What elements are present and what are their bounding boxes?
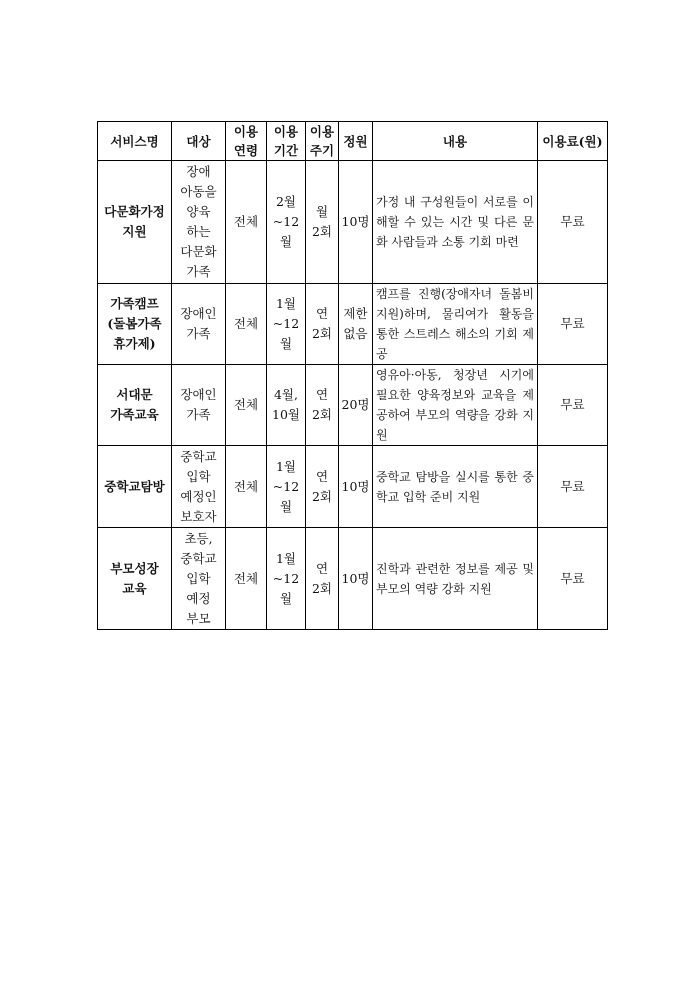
cell-target: 장애인 가족: [172, 365, 226, 446]
header-target: 대상: [172, 122, 226, 161]
header-period: 이용 기간: [267, 122, 306, 161]
header-fee: 이용료(원): [538, 122, 608, 161]
cell-age: 전체: [226, 284, 267, 365]
cell-content: 진학과 관련한 정보를 제공 및 부모의 역량 강화 지원: [373, 528, 538, 630]
cell-service-name: 부모성장 교육: [98, 528, 172, 630]
cell-capacity: 제한 없음: [339, 284, 373, 365]
cell-fee: 무료: [538, 528, 608, 630]
cell-age: 전체: [226, 365, 267, 446]
cell-age: 전체: [226, 446, 267, 528]
cell-service-name: 중학교탐방: [98, 446, 172, 528]
cell-capacity: 10명: [339, 161, 373, 284]
cell-service-name: 다문화가정 지원: [98, 161, 172, 284]
cell-service-name: 가족캠프 (돌봄가족 휴가제): [98, 284, 172, 365]
cell-fee: 무료: [538, 446, 608, 528]
header-service-name: 서비스명: [98, 122, 172, 161]
cell-target: 중학교 입학 예정인 보호자: [172, 446, 226, 528]
cell-content: 가정 내 구성원들이 서로를 이해할 수 있는 시간 및 다른 문화 사람들과 소통 기회 마련: [373, 161, 538, 284]
cell-cycle: 연 2회: [306, 284, 339, 365]
cell-target: 초등, 중학교 입학 예정 부모: [172, 528, 226, 630]
cell-service-name: 서대문 가족교육: [98, 365, 172, 446]
cell-capacity: 10명: [339, 446, 373, 528]
table-row: [98, 528, 608, 630]
cell-fee: 무료: [538, 365, 608, 446]
cell-fee: 무료: [538, 161, 608, 284]
header-cycle: 이용 주기: [306, 122, 339, 161]
cell-period: 1월 ~12월: [267, 446, 306, 528]
header-capacity: 정원: [339, 122, 373, 161]
table-row: [98, 365, 608, 446]
table-row: [98, 284, 608, 365]
cell-age: 전체: [226, 161, 267, 284]
cell-content: 캠프를 진행(장애자녀 돌봄비 지원)하며, 물리여가 활동을 통한 스트레스 해소의 기회 제공: [373, 284, 538, 365]
cell-period: 1월 ~12월: [267, 284, 306, 365]
header-age: 이용 연령: [226, 122, 267, 161]
cell-cycle: 연 2회: [306, 365, 339, 446]
cell-cycle: 월 2회: [306, 161, 339, 284]
cell-content: 중학교 탐방을 실시를 통한 중학교 입학 준비 지원: [373, 446, 538, 528]
cell-target: 장애 아동을 양육 하는 다문화 가족: [172, 161, 226, 284]
cell-cycle: 연 2회: [306, 528, 339, 630]
cell-cycle: 연 2회: [306, 446, 339, 528]
cell-period: 4월, 10월: [267, 365, 306, 446]
cell-period: 2월 ~12월: [267, 161, 306, 284]
cell-content: 영유아·아동, 청장년 시기에 필요한 양육정보와 교육을 제공하여 부모의 역량을 강화 지원: [373, 365, 538, 446]
table-row: [98, 446, 608, 528]
header-content: 내용: [373, 122, 538, 161]
cell-fee: 무료: [538, 284, 608, 365]
service-table: [97, 121, 608, 630]
cell-capacity: 20명: [339, 365, 373, 446]
cell-period: 1월 ~12월: [267, 528, 306, 630]
table-row: [98, 161, 608, 284]
table-header-row: [98, 122, 608, 161]
cell-target: 장애인 가족: [172, 284, 226, 365]
cell-capacity: 10명: [339, 528, 373, 630]
cell-age: 전체: [226, 528, 267, 630]
